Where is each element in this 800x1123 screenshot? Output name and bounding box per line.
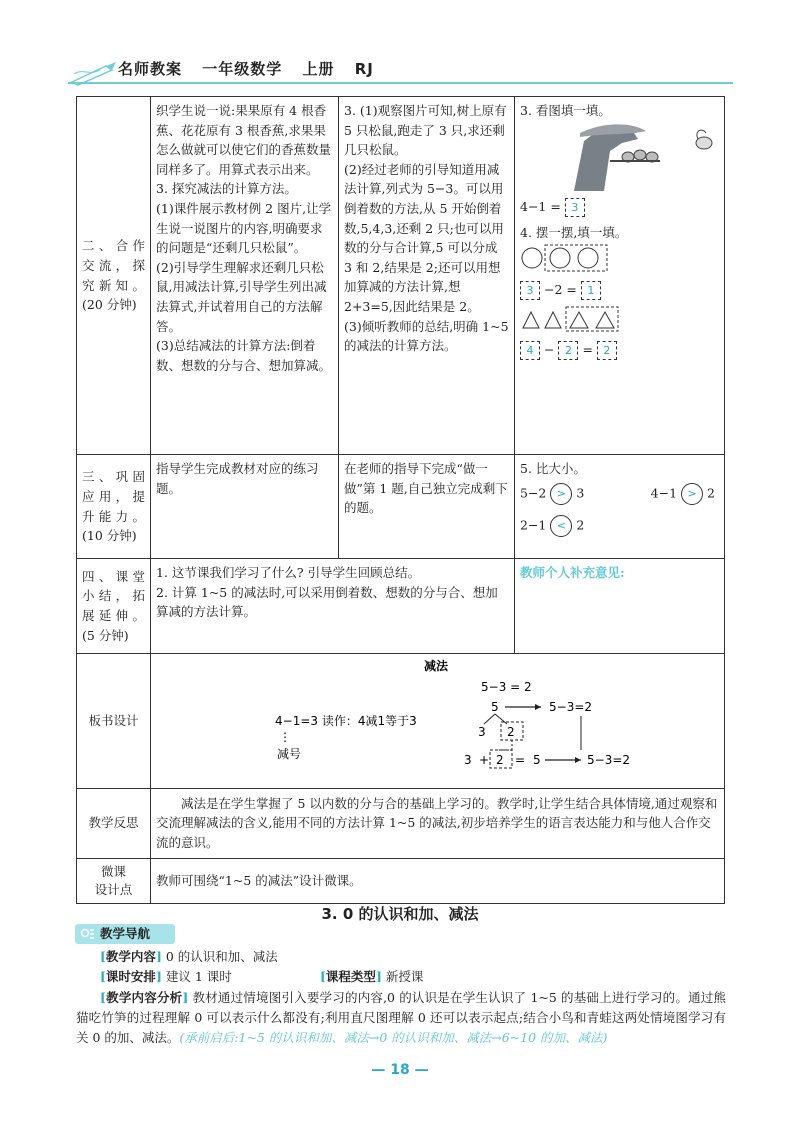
answer-box: 3	[565, 198, 585, 217]
compare-symbol: >	[550, 483, 572, 505]
compare-item	[520, 483, 584, 505]
table-row-cooperate	[77, 97, 725, 455]
board-bottom-res: 5−3=2	[587, 753, 631, 767]
reflection-label: 教学反思	[77, 788, 151, 858]
section-title: 3. 0 的认识和加、减法	[321, 905, 479, 923]
board-bottom-five: 5	[533, 753, 541, 767]
equation-text: −2 =	[543, 282, 577, 298]
stage-line: 应用，提	[82, 488, 145, 504]
meta-value: 建议 1 课时	[165, 969, 232, 984]
squirrel-tree-illustration	[570, 121, 730, 193]
paragraph: 3. 探究减法的计算方法。	[156, 181, 297, 197]
page-number: — 18 —	[371, 1062, 429, 1078]
meta-key: 课时安排	[105, 969, 156, 984]
board-five: 5	[491, 700, 499, 714]
compare-right: 2	[576, 517, 585, 533]
paragraph: (2)引导学生理解求还剩几只松鼠,用减法计算,引导学生列出减法算式,并试着用自己的方法解答。	[156, 259, 327, 334]
board-top-eq: 5−3 = 2	[481, 680, 532, 694]
table-row-consolidate	[77, 455, 725, 559]
stage-line: (5 分钟)	[82, 627, 129, 643]
board-two-box: 2	[507, 725, 515, 739]
board-bottom-two: 2	[496, 753, 504, 767]
answer-box: 3	[520, 281, 540, 300]
meta-value: 新授课	[385, 969, 424, 984]
guide-label: 教学导航	[100, 926, 151, 941]
table-row-reflection	[77, 788, 725, 858]
meta-key: 教学内容分析	[105, 990, 183, 1005]
board-design-cell	[151, 654, 725, 789]
meta-key: 教学内容	[105, 949, 156, 964]
micro-label	[77, 858, 151, 903]
compare-left: 4−1	[650, 485, 678, 501]
board-diagram	[151, 654, 725, 782]
stage-cell-summary	[77, 559, 151, 654]
stage-cell-consolidate	[77, 455, 151, 559]
board-left-eq: 4−1=3 读作：4减1等于3	[275, 714, 417, 728]
exercise-cell	[515, 455, 725, 559]
stage-cell-cooperate	[77, 97, 151, 455]
meta-time: [课时安排] 建议 1 课时	[100, 969, 232, 984]
board-minus-sign: 减号	[277, 747, 302, 761]
analysis-note: (承前启后:1~5 的认识和加、减法→0 的认识和加、减法→6~10 的加、减法)	[179, 1030, 608, 1045]
compare-right: 2	[707, 485, 715, 501]
micro-text: 教师可围绕“1~5 的减法”设计微课。	[151, 858, 725, 903]
analysis-text: 教材通过情境图引入要学习的内容,0 的认识是在学生认识了 1~5 的基础上进行学习的。通过熊猫吃竹笋的过程理解 0 可以表示什么都没有;利用直尺图理解 0 还可以表示起点;结合小鸟和青蛙这两处情境图学习有关 0 的加、减法。	[76, 990, 726, 1045]
teacher-activity-cell	[151, 97, 339, 455]
teacher-activity-cell: 指导学生完成教材对应的练习题。	[151, 455, 339, 559]
micro-label-line: 设计点	[94, 881, 133, 897]
paragraph: 1. 这节课我们学习了什么? 引导学生回顾总结。	[156, 565, 421, 580]
exercise-cell	[515, 97, 725, 455]
stage-line: 究新知。	[82, 277, 145, 293]
board-label: 板书设计	[77, 654, 151, 789]
paragraph: (2)经过老师的引导知道用减法计算,列式为 5−3。可以用倒着数的方法,从 5 开始倒着数,5,4,3,还剩 2 只;也可以用数的分与合计算,5 可以分成 3 和 2,结果是 2;还可以用想加算减的方法计算,想 2+3=5,因此结果是 2。	[344, 161, 504, 314]
paragraph: 2. 计算 1~5 的减法时,可以采用倒着数、想数的分与合、想加算减的方法计算。	[156, 584, 498, 620]
meta-content: [教学内容] 0 的认识和加、减法	[100, 949, 278, 964]
student-activity-cell: 在老师的指导下完成“做一做”第 1 题,自己独立完成剩下的题。	[339, 455, 515, 559]
exercise-title: 4. 摆一摆,填一填。	[520, 224, 628, 240]
stage-line: 三、巩固	[82, 469, 145, 485]
circles-illustration	[520, 244, 610, 272]
student-activity-cell	[339, 97, 515, 455]
board-three: 3	[478, 725, 486, 739]
stage-line: (20 分钟)	[82, 297, 137, 313]
header-edition: RJ	[354, 60, 374, 78]
header-grade: 一年级数学	[202, 60, 283, 78]
teacher-note-cell	[515, 559, 725, 654]
stage-line: 二、合作	[82, 238, 145, 254]
compare-symbol: <	[550, 515, 572, 537]
paragraph: (3)总结减法的计算方法:倒着数、想数的分与合、想加算减。	[156, 338, 332, 373]
board-bottom-eq: =	[515, 753, 526, 767]
board-arrow-eq: 5−3=2	[549, 700, 593, 714]
map-pin-icon	[80, 927, 96, 941]
answer-box: 2	[597, 341, 617, 360]
table-row-micro	[77, 858, 725, 903]
compare-left: 5−2	[520, 485, 547, 501]
table-row-board	[77, 654, 725, 789]
paragraph: 织学生说一说:果果原有 4 根香蕉、花花原有 3 根香蕉,求果果怎么做就可以使它们的香蕉数量同样多了。用算式表示出来。	[156, 103, 332, 177]
meta-value: 0 的认识和加、减法	[165, 949, 278, 964]
equation-text: =	[582, 342, 593, 358]
summary-text-cell	[151, 559, 515, 654]
equation-text: 4−1 =	[520, 198, 561, 214]
compare-right: 3	[576, 485, 585, 501]
running-header	[118, 58, 388, 79]
board-title: 减法	[423, 659, 449, 673]
stage-line: 展延伸。	[82, 608, 145, 623]
paragraph: (3)倾听教师的总结,明确 1~5 的减法的计算方法。	[344, 318, 509, 354]
analysis-paragraph: [教学内容分析] 教材通过情境图引入要学习的内容,0 的认识是在学生认识了 1~5 的基础上进行学习的。通过熊猫吃竹笋的过程理解 0 可以表示什么都没有;利用直尺图理解 0 还可以表示起点;结合小鸟和青蛙这两处情境图学习有关 0 的加、减法。(承前启后:1~5 的认识和加、减法→0 的认识和加、减法→6~10 的加、减法)	[76, 990, 726, 1045]
answer-box: 4	[520, 341, 540, 360]
exercise-title: 3. 看图填一填。	[520, 103, 611, 118]
teaching-guide-tag	[75, 924, 175, 944]
exercise-title: 5. 比大小。	[520, 461, 586, 476]
stage-line: 交流，探	[82, 257, 145, 273]
reflection-text: 减法是在学生掌握了 5 以内数的分与合的基础上学习的。教学时,让学生结合具体情境,通过观察和交流理解减法的含义,能用不同的方法计算 1~5 的减法,初步培养学生的语言表达能力和与他人合作交流的意识。	[151, 788, 725, 858]
stage-line: (10 分钟)	[82, 528, 137, 544]
stage-line: 升能力。	[82, 508, 145, 524]
paragraph: (1)课件展示教材例 2 图片,让学生说一说图片的内容,明确要求的问题是“还剩几只松鼠”。	[156, 200, 332, 256]
board-bottom-three: 3	[464, 753, 472, 767]
answer-box: 2	[558, 341, 578, 360]
answer-box: 1	[581, 281, 601, 300]
paragraph: 3. (1)观察图片可知,树上原有 5 只松鼠,跑走了 3 只,求还剩几只松鼠。	[344, 103, 507, 158]
board-dots: ⋮	[279, 730, 291, 744]
header-book: 名师教案	[118, 60, 183, 78]
lesson-plan-table	[76, 96, 725, 904]
board-bottom-plus: +	[479, 753, 490, 767]
triangles-illustration	[520, 306, 620, 332]
stage-line: 小结，拓	[82, 588, 145, 604]
meta-key: 课程类型	[325, 969, 376, 984]
micro-label-line: 微课	[100, 863, 126, 879]
equation-text: −	[543, 342, 555, 358]
compare-item	[651, 483, 715, 505]
teacher-note-label: 教师个人补充意见:	[520, 565, 625, 580]
meta-type: [课程类型] 新授课	[320, 969, 424, 984]
header-volume: 上册	[302, 60, 335, 78]
stage-line: 四、课堂	[82, 568, 145, 584]
compare-symbol: >	[681, 483, 703, 505]
compare-left: 2−1	[520, 517, 547, 533]
table-row-summary	[77, 559, 725, 654]
header-rule	[68, 82, 733, 84]
